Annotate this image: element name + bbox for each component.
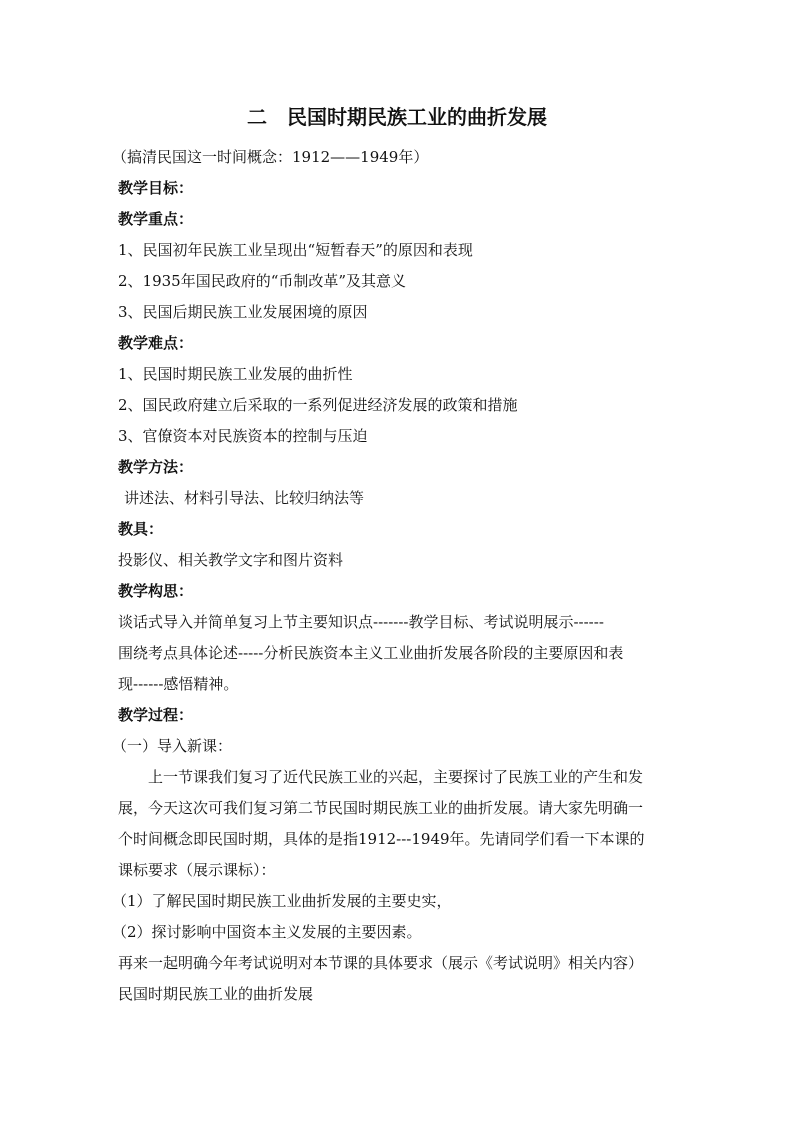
- key-point-item: 1、民国初年民族工业呈现出“短暂春天”的原因和表现: [118, 241, 473, 259]
- methods-text: 讲述法、材料引导法、比较归纳法等: [124, 489, 365, 507]
- intro-line: 个时间概念即民国时期，具体的是指1912---1949年。先请同学们看一下本课的: [118, 830, 645, 848]
- objectives-heading: 教学目标：: [118, 179, 194, 197]
- methods-heading: 教学方法：: [118, 458, 194, 476]
- intro-heading: （一）导入新课：: [112, 737, 233, 755]
- standard-item: （1）了解民国时期民族工业曲折发展的主要史实，: [112, 892, 452, 910]
- tools-heading: 教具：: [118, 520, 164, 538]
- difficulties-heading: 教学难点：: [118, 334, 194, 352]
- process-heading: 教学过程：: [118, 706, 194, 724]
- intro-line: 课标要求（展示课标）：: [118, 861, 276, 879]
- difficulty-item: 1、民国时期民族工业发展的曲折性: [118, 365, 353, 383]
- intro-line: 展，今天这次可我们复习第二节民国时期民族工业的曲折发展。请大家先明确一: [118, 799, 644, 817]
- standard-item: （2）探讨影响中国资本主义发展的主要因素。: [112, 923, 422, 941]
- document-body: [112, 142, 680, 1010]
- key-point-item: 3、民国后期民族工业发展困境的原因: [118, 303, 368, 321]
- concept-heading: 教学构思：: [118, 582, 194, 600]
- key-points-heading: 教学重点：: [118, 210, 194, 228]
- concept-line: 谈话式导入并简单复习上节主要知识点-------教学目标、考试说明展示------: [118, 613, 604, 631]
- subtitle: （搞清民国这一时间概念：1912——1949年）: [112, 148, 429, 166]
- closing-line: 再来一起明确今年考试说明对本节课的具体要求（展示《考试说明》相关内容）: [118, 954, 644, 972]
- tools-text: 投影仪、相关教学文字和图片资料: [118, 551, 344, 569]
- difficulty-item: 2、国民政府建立后采取的一系列促进经济发展的政策和措施: [118, 396, 518, 414]
- document-title: 二 民国时期民族工业的曲折发展: [247, 105, 547, 129]
- key-point-item: 2、1935年国民政府的“币制改革”及其意义: [118, 272, 407, 290]
- concept-line: 围绕考点具体论述-----分析民族资本主义工业曲折发展各阶段的主要原因和表: [118, 644, 624, 662]
- closing-line: 民国时期民族工业的曲折发展: [118, 985, 314, 1003]
- difficulty-item: 3、官僚资本对民族资本的控制与压迫: [118, 427, 368, 445]
- intro-line: 上一节课我们复习了近代民族工业的兴起，主要探讨了民族工业的产生和发: [148, 768, 644, 786]
- concept-line: 现------感悟精神。: [118, 675, 239, 693]
